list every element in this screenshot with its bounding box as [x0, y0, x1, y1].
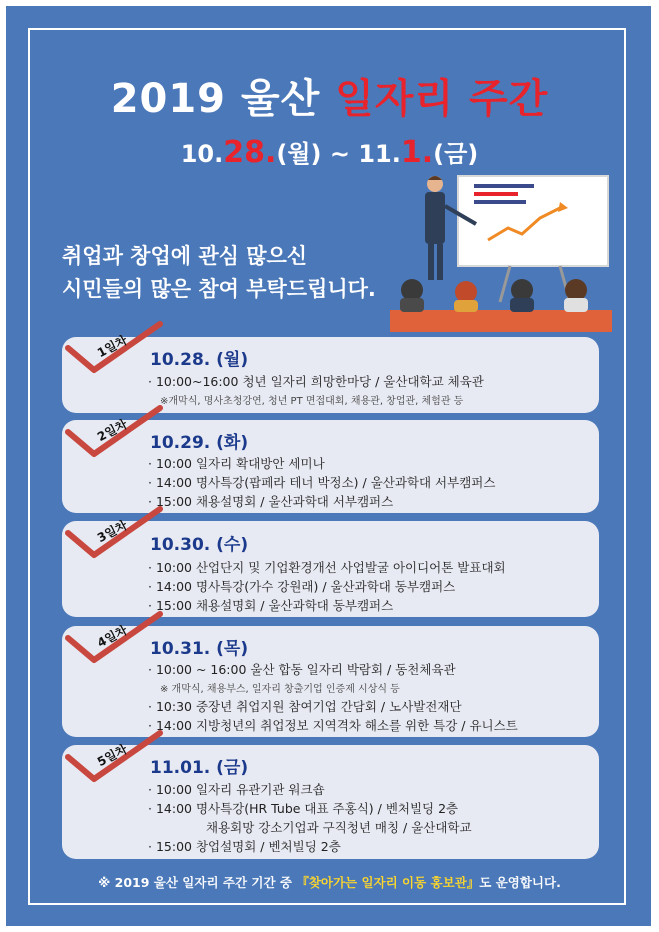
title-highlight: 일자리 주간 [335, 76, 549, 122]
event-dates [0, 134, 659, 170]
schedule-line: · 10:30 중장년 취업지원 참여기업 간담회 / 노사발전재단 [148, 699, 462, 714]
day-date: 10.31. (목) [150, 639, 249, 659]
schedule-line: · 14:00 명사특강(HR Tube 대표 주홍식) / 벤처빌딩 2층 [148, 801, 459, 816]
schedule-line: · 14:00 지방청년의 취업정보 지역격차 해소를 위한 특강 / 유니스트 [148, 718, 518, 733]
schedule-note: ※개막식, 명사초청강연, 청년 PT 면접대회, 채용관, 창업관, 체험관 등 [160, 396, 464, 407]
schedule-line: · 10:00~16:00 청년 일자리 희망한마당 / 울산대학교 체육관 [148, 374, 484, 389]
day-date: 11.01. (금) [150, 758, 249, 778]
day-date: 10.28. (월) [150, 350, 249, 370]
day-badge: 4일차 [94, 622, 130, 651]
schedule-line: · 15:00 창업설명회 / 벤처빌딩 2층 [148, 839, 341, 854]
day-badge: 3일차 [94, 517, 130, 546]
presentation-illustration [390, 172, 612, 332]
schedule-line: · 14:00 명사특강(팝페라 테너 박정소) / 울산과학대 서부캠퍼스 [148, 475, 496, 490]
schedule-line: 채용회망 강소기업과 구직청년 매칭 / 울산대학교 [206, 820, 472, 835]
date-mid: (월) ~ 11. [276, 140, 401, 168]
footer-pre: ※ 2019 울산 일자리 주간 기간 중 [98, 875, 297, 890]
schedule-line: · 15:00 채용설명회 / 울산과학대 서부캠퍼스 [148, 494, 394, 509]
lead-line-1: 취업과 창업에 관심 많으신 [62, 244, 308, 268]
schedule-line: · 10:00 일자리 확대방안 세미나 [148, 456, 325, 471]
day-badge: 2일차 [94, 416, 130, 445]
poster-title [0, 67, 659, 124]
lead-message [62, 240, 376, 306]
schedule-note: ※ 개막식, 채용부스, 일자리 창출기업 인증제 시상식 등 [160, 684, 400, 695]
date-weekday-end: (금) [433, 140, 479, 168]
lead-line-2: 시민들의 많은 참여 부탁드립니다. [62, 277, 376, 301]
day-date: 10.30. (수) [150, 535, 249, 555]
footer-notice [0, 873, 659, 891]
schedule-line: · 10:00 산업단지 및 기업환경개선 사업발굴 아이디어톤 발표대회 [148, 560, 506, 575]
date-day-end: 1. [400, 135, 434, 170]
schedule-line: · 10:00 일자리 유관기관 워크숍 [148, 782, 325, 797]
date-month-start: 10. [180, 140, 224, 168]
schedule-line: · 10:00 ~ 16:00 울산 합동 일자리 박람회 / 동천체육관 [148, 662, 456, 677]
day-badge: 1일차 [94, 332, 130, 361]
footer-highlight: 『찾아가는 일자리 이동 홍보관』 [296, 875, 480, 890]
title-main: 2019 울산 [110, 76, 321, 122]
schedule-line: · 15:00 채용설명회 / 울산과학대 동부캠퍼스 [148, 598, 394, 613]
day-badge: 5일차 [94, 741, 130, 770]
schedule-line: · 14:00 명사특강(가수 강원래) / 울산과학대 동부캠퍼스 [148, 579, 456, 594]
date-day-start: 28. [223, 135, 277, 170]
footer-post: 도 운영합니다. [479, 875, 561, 890]
day-date: 10.29. (화) [150, 433, 249, 453]
